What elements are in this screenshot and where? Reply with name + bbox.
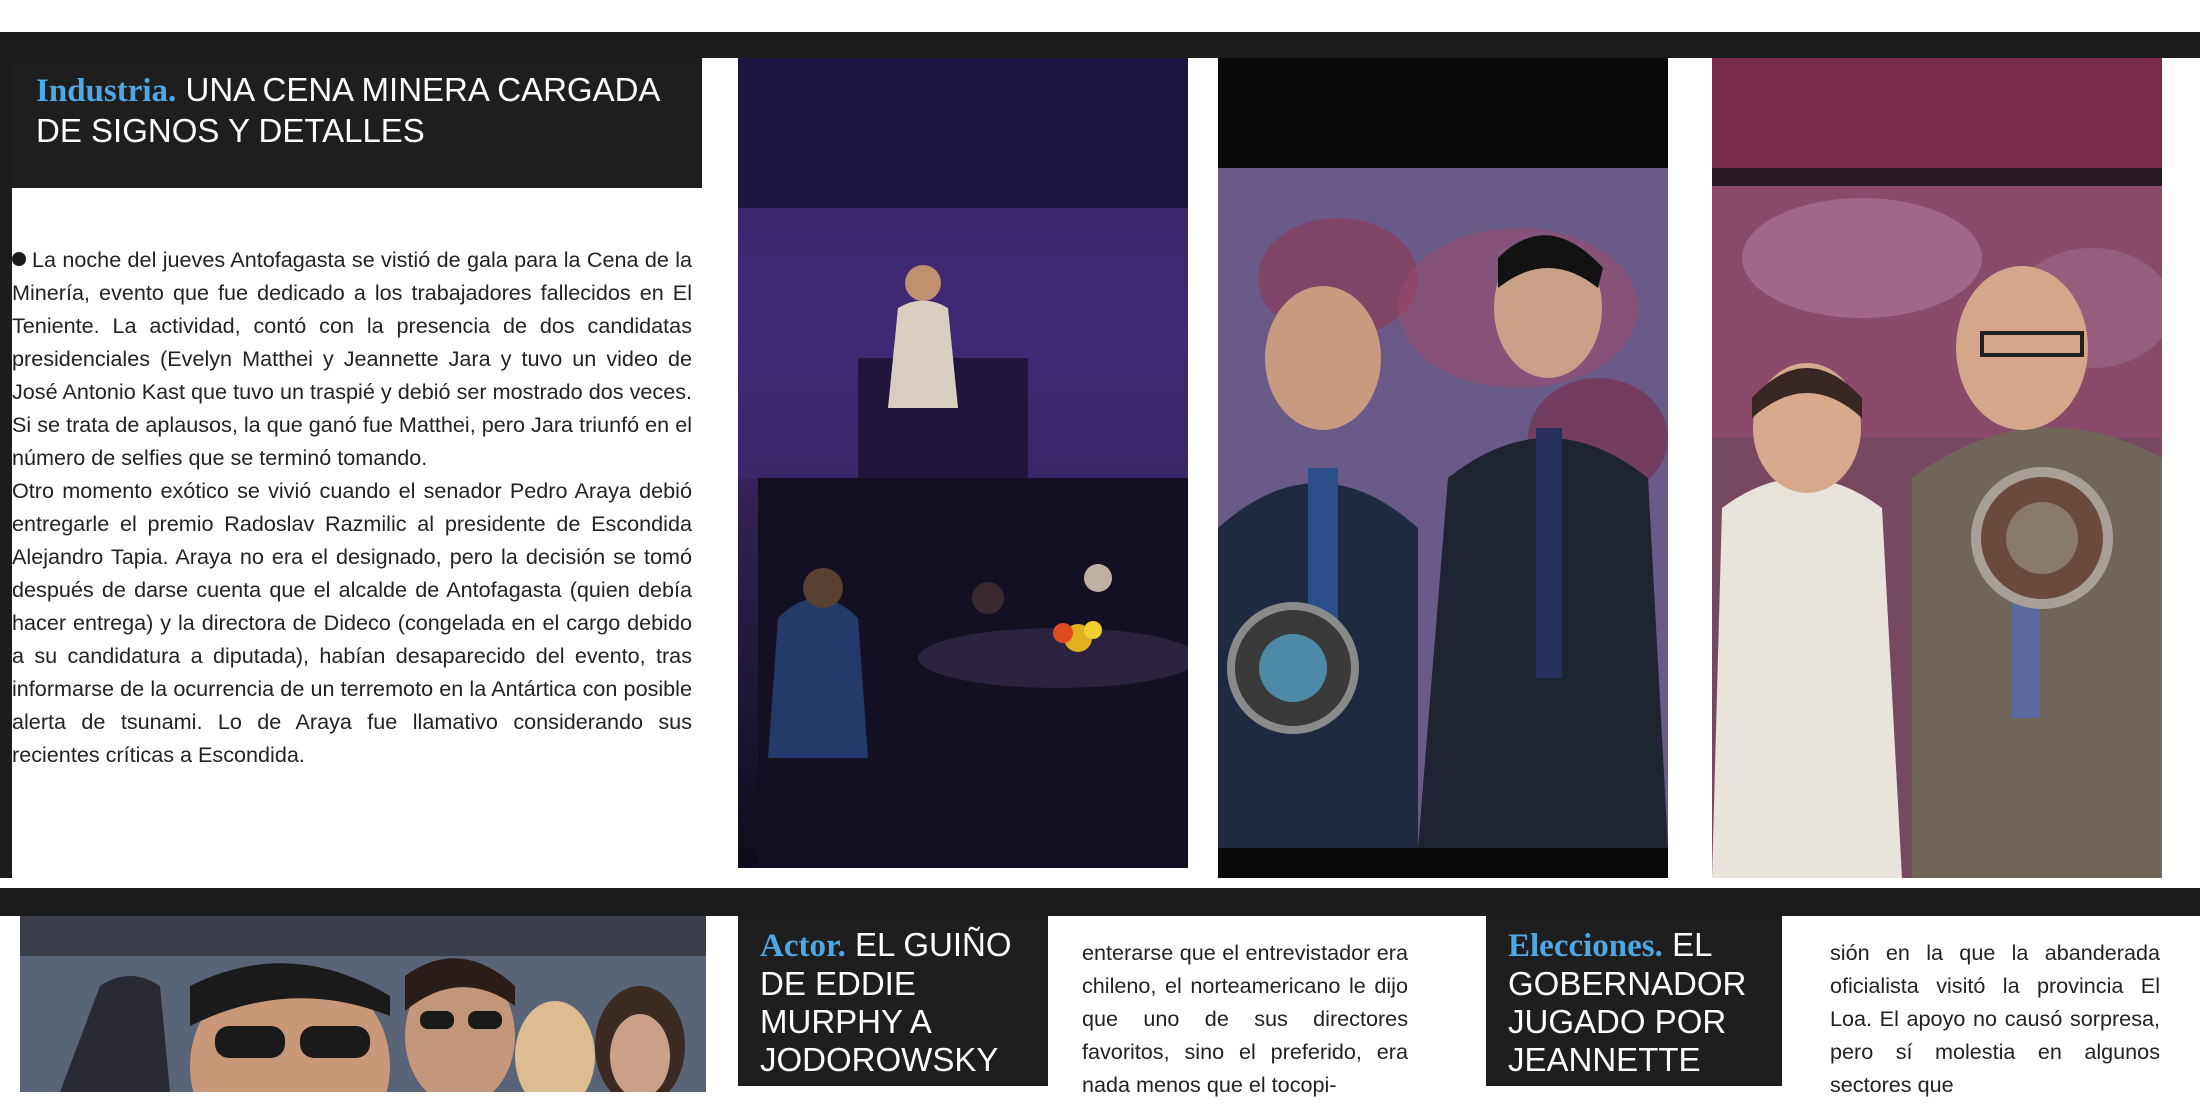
- article-headline-box: [12, 58, 702, 188]
- elecciones-column-text: [1830, 936, 2160, 1101]
- actor-kicker: Actor.: [760, 928, 846, 964]
- elecciones-text: sión en la que la abanderada oficialista visitó la provincia El Loa. El apoyo no causó sorpresa, pero sí molestia en algunos sectores que: [1830, 940, 2160, 1097]
- actor-text: enterarse que el entrevistador era chileno, el norteamericano le dijo que uno de sus directores favoritos, sino el preferido, era nada menos que el tocopi-: [1082, 940, 1408, 1097]
- photo-award-couple: [1712, 58, 2162, 878]
- article-paragraph: Otro momento exótico se vivió cuando el senador Pedro Araya debió entregarle el premio Radoslav Razmilic al presidente de Escondida Alejandro Tapia. Araya no era el designado, pero la decisión se tomó después de darse cuenta que el alcalde de Antofagasta (quien debía hacer entrega) y la directora de Dideco (congelada en el cargo debido a su candidatura a diputada), habían desaparecido del evento, tras informarse de la ocurrencia de un terremoto en la Antártica con posible alerta de tsunami. Lo de Araya fue llamativo considerando sus recientes críticas a Escondida.: [12, 478, 692, 767]
- bullet-icon: [12, 252, 26, 266]
- left-edge-bar: [0, 58, 12, 878]
- actor-headline: EL GUIÑO DE EDDIE MURPHY A JODOROWSKY: [760, 926, 1012, 1078]
- photo-award-two-men: [1218, 58, 1668, 878]
- photo-speaker-podium: [738, 58, 1188, 868]
- paragraph-1-text: La noche del jueves Antofagasta se vistió de gala para la Cena de la Minería, evento que fue dedicado a los trabajadores fallecidos en El Teniente. La actividad, contó con la presencia de dos candidatas presidenciales (Evelyn Matthei y Jeannette Jara y tuvo un video de José Antonio Kast que tuvo un traspié y debió ser mostrado dos veces. Si se trata de aplausos, la que ganó fue Matthei, pero Jara triunfó en el número de selfies que se terminó tomando.: [12, 247, 692, 470]
- elecciones-headline-box: [1486, 916, 1782, 1116]
- section-divider-band: [0, 888, 2200, 916]
- elecciones-headline: EL GOBERNADOR JUGADO POR JEANNETTE JARA: [1508, 926, 1747, 1116]
- article-body: [12, 243, 692, 771]
- top-black-band: [0, 32, 2200, 58]
- actor-column-text: [1082, 936, 1408, 1101]
- actor-headline-box: [738, 916, 1048, 1086]
- photo-selfie-group: [20, 916, 706, 1092]
- headline-kicker: Industria.: [36, 73, 177, 109]
- article-paragraph: [12, 243, 692, 474]
- elecciones-kicker: Elecciones.: [1508, 928, 1663, 964]
- headline-text: UNA CENA MINERA CARGADA DE SIGNOS Y DETALLES: [36, 71, 659, 149]
